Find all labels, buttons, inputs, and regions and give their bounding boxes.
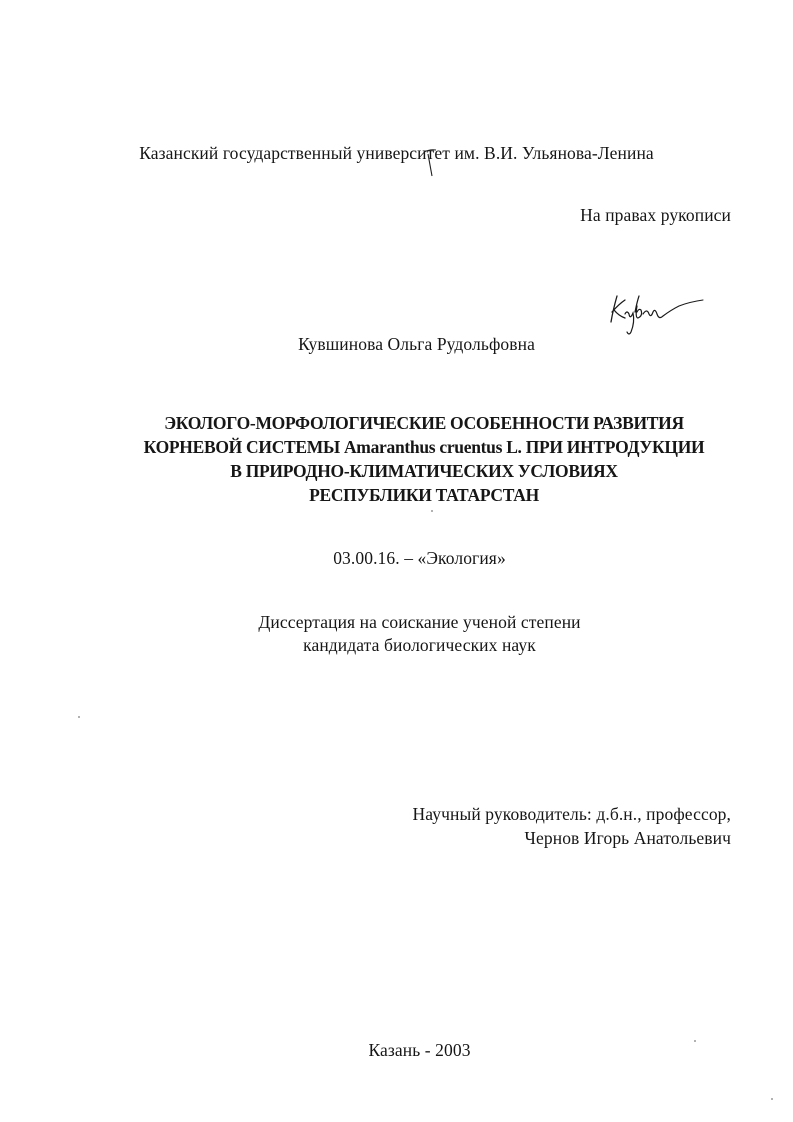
dissertation-title-line-3: В ПРИРОДНО-КЛИМАТИЧЕСКИХ УСЛОВИЯХ: [230, 461, 618, 481]
supervisor-title: Научный руководитель: д.б.н., профессор,: [412, 804, 731, 824]
university-name: Казанский государственный университет им. В.И. Ульянова-Ленина: [139, 143, 654, 163]
dissertation-title-line-4: РЕСПУБЛИКИ ТАТАРСТАН: [309, 485, 539, 505]
degree-line-2: кандидата биологических наук: [303, 635, 536, 655]
author-signature: [605, 288, 715, 338]
species-name: Amaranthus cruentus: [343, 437, 503, 457]
stray-pen-mark: [422, 140, 440, 180]
dissertation-title-line-1: ЭКОЛОГО-МОРФОЛОГИЧЕСКИЕ ОСОБЕННОСТИ РАЗВИТИЯ: [164, 413, 684, 433]
specialty-code: 03.00.16. – «Экология»: [333, 548, 506, 568]
supervisor-name: Чернов Игорь Анатольевич: [524, 828, 731, 848]
place-and-year: Казань - 2003: [368, 1040, 471, 1060]
degree-line-1: Диссертация на соискание ученой степени: [258, 612, 581, 632]
title-line-2-prefix: КОРНЕВОЙ СИСТЕМЫ: [143, 437, 340, 457]
manuscript-rights-label: На правах рукописи: [580, 205, 731, 225]
dissertation-title-line-2: [0, 436, 793, 459]
title-line-2-suffix: L. ПРИ ИНТРОДУКЦИИ: [506, 437, 705, 457]
author-name: Кувшинова Ольга Рудольфовна: [298, 334, 535, 354]
